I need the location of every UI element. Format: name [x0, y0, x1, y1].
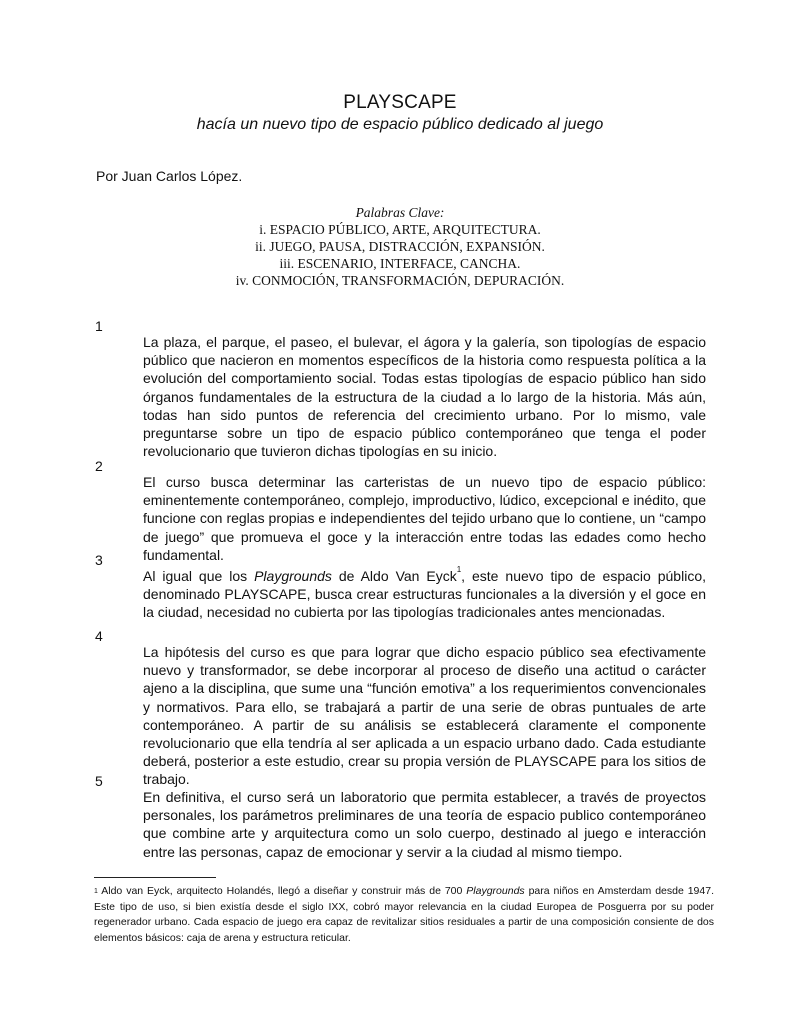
section-paragraph: El curso busca determinar las carteristas de un nuevo tipo de espacio público: eminentemente contemporáneo, complejo, improductivo, lúdico, excepcional e inédito, que funcione con reglas propias e independientes del tejido urbano que lo contiene, un “campo de juego” que promueva el goce y la interacción entre todas las edades como hecho fundamental. [143, 474, 706, 563]
page-subtitle: hacía un nuevo tipo de espacio público dedicado al juego [196, 116, 604, 133]
keyword-line: i. ESPACIO PÚBLICO, ARTE, ARQUITECTURA. [259, 222, 541, 237]
section-number: 5 [95, 773, 103, 789]
footnote-text: Aldo van Eyck, arquitecto Holandés, llegó a diseñar y construir más de 700 [97, 885, 467, 897]
paragraph-text: de Aldo Van Eyck [331, 568, 457, 584]
section-number: 3 [95, 552, 103, 568]
keywords-heading: Palabras Clave: [355, 205, 445, 220]
footnote [94, 884, 714, 946]
author-byline: Por Juan Carlos López. [96, 168, 243, 184]
footnote-text: para niños en Amsterdam desde 1947. Este tipo de uso, si bien existía desde el siglo IXX, cobró mayor relevancia en la ciudad Europea de Posguerra por su poder regenerador urbano. Cada espacio de juego era capaz de revitalizar sitios residuales a partir de una composición consiente de dos elementos básicos: caja de arena y estructura reticular. [94, 885, 714, 944]
footnote-marker: 1 [94, 888, 98, 895]
page-title: PLAYSCAPE [343, 92, 457, 113]
keyword-line: ii. JUEGO, PAUSA, DISTRACCIÓN, EXPANSIÓN. [255, 239, 545, 254]
paragraph-italic: Playgrounds [254, 568, 332, 584]
paragraph-text: Al igual que los [143, 568, 255, 584]
footnote-reference: 1 [456, 565, 462, 574]
section-paragraph: La plaza, el parque, el paseo, el bulevar, el ágora y la galería, son tipologías de espacio público que nacieron en momentos específicos de la historia como respuesta política a la evolución del comportamiento social. Todas estas tipologías de espacio público han sido órganos fundamentales de la estructura de la ciudad a lo largo de la historia. Más aún, todas han sido puntos de referencia del crecimiento urbano. Por lo mismo, vale preguntarse sobre un tipo de espacio público contemporáneo que tenga el poder revolucionario que tuvieron dichas tipologías en su inicio. [143, 334, 706, 460]
section-paragraph: La hipótesis del curso es que para lograr que dicho espacio público sea efectivamente nuevo y transformador, se debe incorporar al proceso de diseño una actitud o carácter ajeno a la disciplina, que sume una “función emotiva” a los requerimientos convencionales y normativos. Para ello, se trabajará a partir de una serie de obras puntuales de arte contemporáneo. A partir de su análisis se establecerá claramente el componente revolucionario que ella tendría al ser aplicada a un espacio urbano dado. Cada estudiante deberá, posterior a este estudio, crear su propia versión de PLAYSCAPE para los sitios de trabajo. [143, 644, 706, 788]
section-paragraph [143, 567, 706, 622]
section-number: 4 [95, 628, 103, 644]
section-number: 1 [95, 318, 103, 334]
paragraph-text: , este nuevo tipo de espacio público, denominado PLAYSCAPE, busca crear estructuras funcionales a la diversión y el goce en la ciudad, necesidad no cubierta por las tipologías tradicionales antes mencionadas. [143, 568, 706, 621]
section-number: 2 [95, 458, 103, 474]
footnote-divider [94, 877, 216, 878]
keyword-line: iv. CONMOCIÓN, TRANSFORMACIÓN, DEPURACIÓN. [235, 273, 565, 288]
footnote-italic: Playgrounds [466, 885, 525, 897]
keywords-block [0, 204, 800, 289]
section-paragraph: En definitiva, el curso será un laboratorio que permita establecer, a través de proyectos personales, los parámetros preliminares de una teoría de espacio publico contemporáneo que combine arte y arquitectura como un solo cuerpo, destinado al juego e interacción entre las personas, capaz de emocionar y servir a la ciudad al mismo tiempo. [143, 789, 706, 860]
keyword-line: iii. ESCENARIO, INTERFACE, CANCHA. [279, 256, 521, 271]
